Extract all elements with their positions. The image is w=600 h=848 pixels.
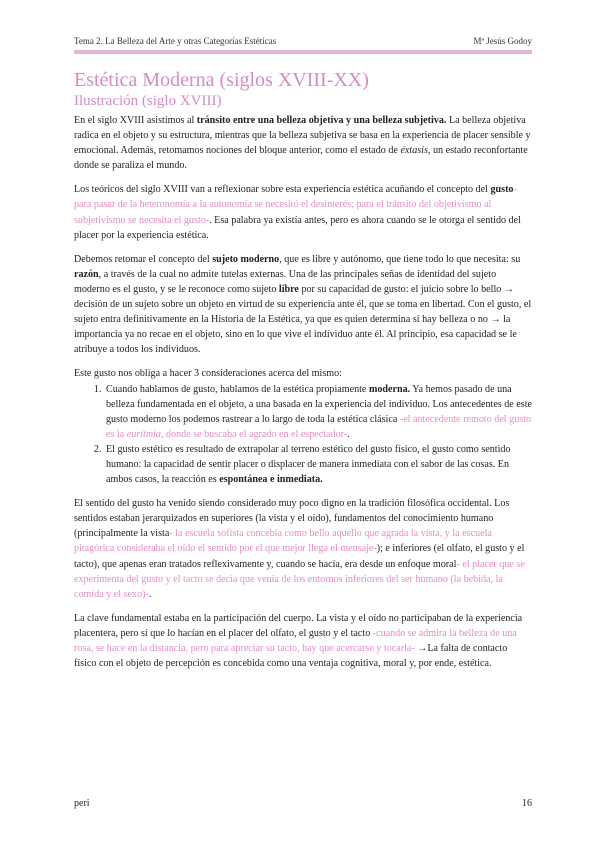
page-header: [74, 36, 532, 50]
paragraph-6: La clave fundamental estaba en la participación del cuerpo. La vista y el oído no participaban de la experiencia placentera, pero sí que lo hacían en el placer del olfato, el gusto y el tacto -cuando se admira la belleza de una rosa, se hace en la distancia, pero para apreciar su tacto, hay que acercarse y tocarla- →La falta de contacto físico con el objeto de percepción es concebida como una ventaja cognitiva, moral y, por ende, estética.: [74, 612, 523, 670]
footer-label: peri: [74, 798, 90, 809]
header-author: Mª Jesús Godoy: [473, 36, 532, 46]
page-footer: [74, 798, 532, 809]
list-item: 2. El gusto estético es resultado de extrapolar al terreno estético del gusto físico, el gusto como sentido humano: la capacidad de sentir placer o displacer de manera inmediata con el sabor de las cosas. En ambos casos, la reacción es espontánea e inmediata.: [104, 442, 532, 487]
header-course-title: Tema 2. La Belleza del Arte y otras Categorías Estéticas: [74, 36, 277, 46]
header-divider: [74, 50, 532, 54]
paragraph-1: En el siglo XVIII asistimos al tránsito entre una belleza objetiva y una belleza subjetiva. La belleza objetiva radica en el objeto y su estructura, mientras que la belleza subjetiva se basa en la experiencia de placer sensible y emocional. Además, retomamos nociones del bloque anterior, como el estado de éxtasis, un estado reconfortante donde se paraliza el mundo.: [74, 115, 531, 172]
paragraph-5: El sentido del gusto ha venido siendo considerado muy poco digno en la tradición filosófica occidental. Los sentidos estaban jerarquizados en superiores (la vista y el oído), fundamentos del conocimiento humano (principalmente la vista- la escuela sofista concebía como bello aquello que agrada la vista, y la escuela pitagórica consideraba el oído el sentido por el que mejor llega el mensaje-); e inferiores (el olfato, el gusto y el tacto), que apenas eran tratados reflexivamente y, cuando se hacía, era desde un enfoque moral- el placer que se experimenta del gusto y el tacto se decía que venía de los entornos inferiores del ser humano (la bebida, la comida y el sexo)-.: [74, 498, 525, 600]
considerations-list: [74, 382, 532, 488]
section-subtitle: Ilustración (siglo XVIII): [74, 93, 222, 109]
paragraph-4: Este gusto nos obliga a hacer 3 consideraciones acerca del mismo:: [74, 368, 342, 380]
paragraph-2: Los teóricos del siglo XVIII van a reflexionar sobre esta experiencia estética acuñando el concepto del gusto- para pasar de la heteronomía a la autonomía se necesitó el desinterés; para el tránsito del objetivismo al subjetivismo se necesita el gusto-. Esa palabra ya existía antes, pero es ahora cuando se le otorga el sentido del placer por la experiencia estética.: [74, 184, 521, 241]
page-content: [74, 68, 532, 680]
section-title: Estética Moderna (siglos XVIII-XX): [74, 69, 369, 91]
page-number: 16: [522, 798, 532, 809]
list-item: 1. Cuando hablamos de gusto, hablamos de la estética propiamente moderna. Ya hemos pasado de una belleza fundamentada en el objeto, a una basada en la experiencia del individuo. Los antecedentes de este gusto moderno los podemos rastrear a lo largo de toda la estética clásica -el antecedente remoto del gusto es la eurítmia, donde se buscaba el agrado en el espectador-.: [104, 382, 532, 442]
paragraph-3: Debemos retomar el concepto del sujeto moderno, que es libre y autónomo, que tiene todo lo que necesita: su razón, a través de la cual no admite tutelas externas. Una de las principales señas de identidad del sujeto moderno es el gusto, y se le reconoce como sujeto libre por su capacidad de gusto: el juicio sobre lo bello → decisión de un sujeto sobre un objeto en virtud de su experiencia ante él, que se toma en libertad. Con el gusto, el sujeto entra definitivamente en la Historia de la Estética, ya que es quien determina si hay belleza o no → la importancia ya no recae en el objeto, sino en lo que vive el individuo ante él. Al principio, esa capacidad se le atribuye a todos los individuos.: [74, 253, 532, 356]
